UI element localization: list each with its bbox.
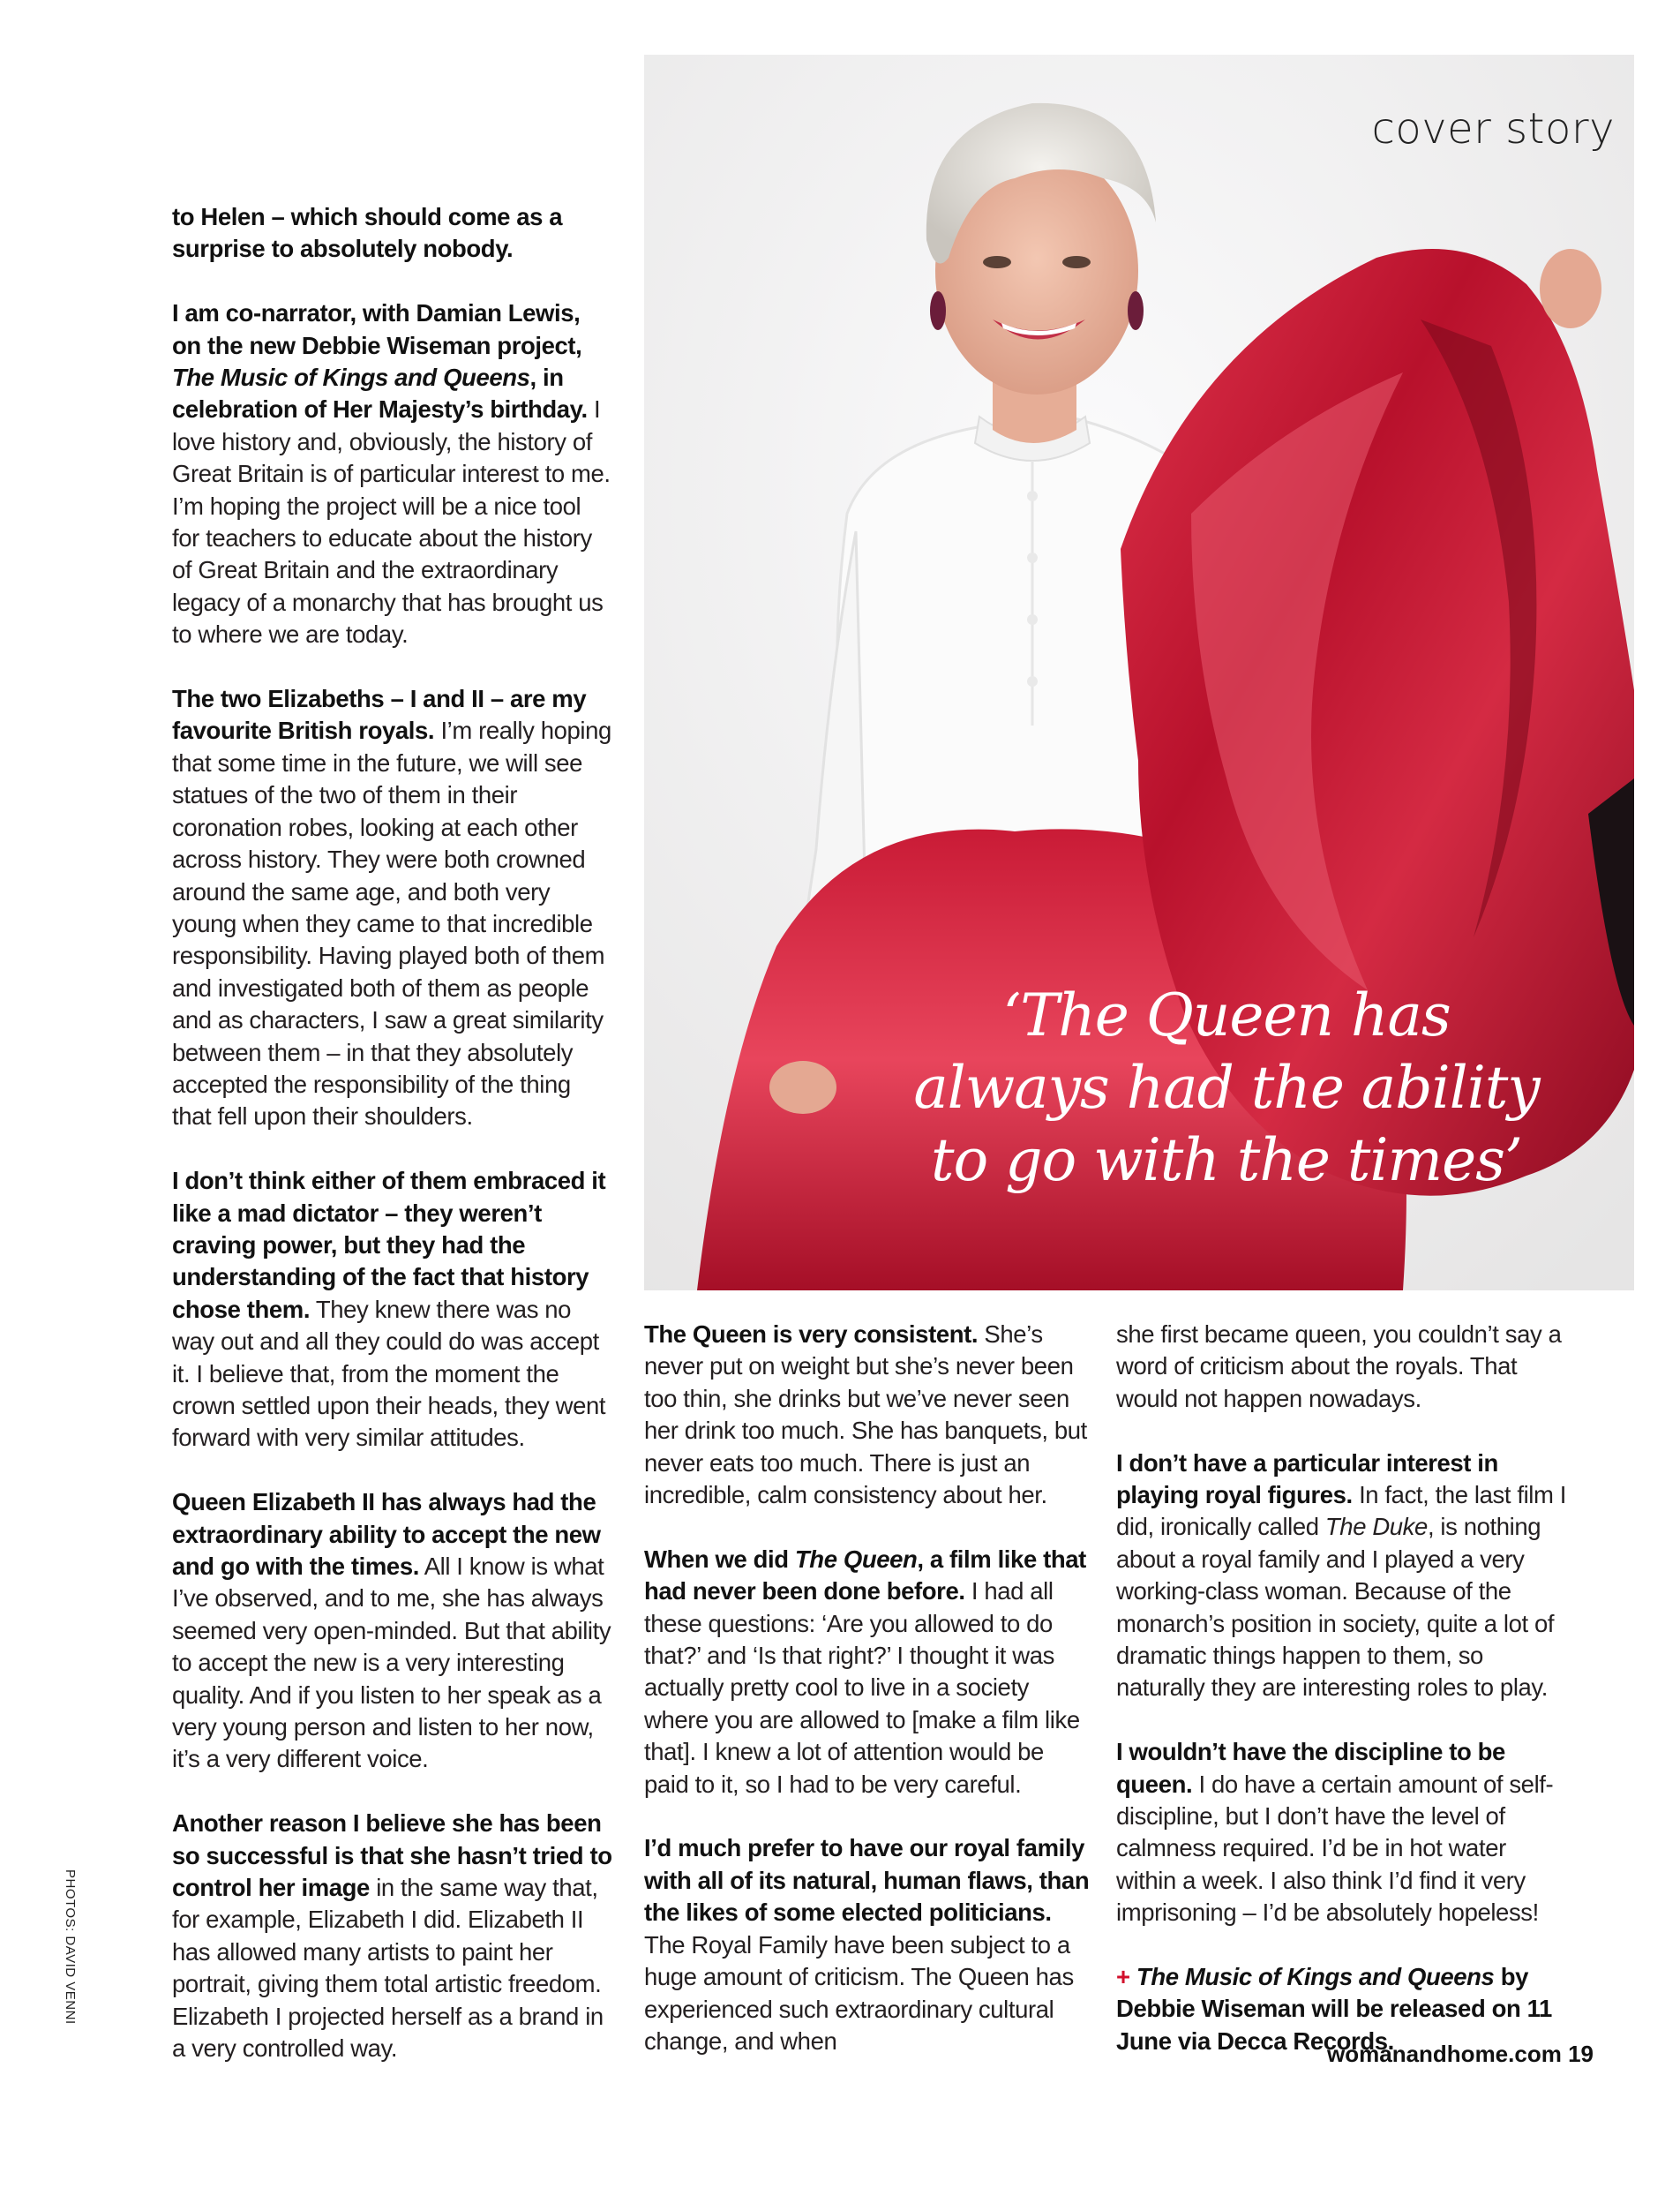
photo-credit: PHOTOS: DAVID VENNI bbox=[63, 1869, 78, 2025]
body-text: I had all these questions: ‘Are you allowed to do that?’ and ‘Is that right?’ I thought it was actually pretty cool to live in a society where you are allowed to [make a film like that]. I knew a lot of attention would be paid to it, so I had to be very careful. bbox=[644, 1577, 1080, 1798]
paragraph bbox=[644, 1544, 1094, 1801]
article-column-3 bbox=[1116, 1319, 1566, 2090]
body-text: I do have a certain amount of self-discipline, but I don’t have the level of calmness required. I’d be in hot water within a week. I also think I’d find it very imprisoning – I’d be absolutely hopeless! bbox=[1116, 1770, 1554, 1927]
page-folio bbox=[1324, 2041, 1594, 2068]
lead-in-text: , a film like that had never been done before. bbox=[644, 1545, 1086, 1605]
plus-icon: + bbox=[1116, 1963, 1130, 1991]
pull-quote bbox=[865, 980, 1588, 1197]
lead-in: to Helen – which should come as a surprise to absolutely nobody. bbox=[172, 203, 563, 263]
article-column-2 bbox=[644, 1319, 1094, 2090]
paragraph bbox=[172, 1808, 613, 2064]
body-text: She’s never put on weight but she’s never been too thin, she drinks but we’ve never seen her drink too much. She has banquets, but never eats too much. There is just an incredible, calm consistency about her. bbox=[644, 1320, 1087, 1509]
lead-in: I’d much prefer to have our royal family with all of its natural, human flaws, than the likes of some elected politicians. bbox=[644, 1834, 1090, 1927]
pull-quote-line: always had the ability bbox=[913, 1054, 1540, 1122]
lead-in: I don’t have a particular interest in playing royal figures. bbox=[1116, 1448, 1498, 1509]
article-column-1 bbox=[172, 201, 613, 2097]
paragraph bbox=[1116, 1319, 1566, 1415]
paragraph bbox=[172, 683, 613, 1133]
lead-in bbox=[172, 299, 588, 423]
lead-in: The two Elizabeths – I and II – are my favourite British royals. bbox=[172, 685, 587, 745]
lead-in: The Queen is very consistent. bbox=[644, 1320, 979, 1348]
section-label: cover story bbox=[1371, 104, 1615, 154]
body-text: , is nothing about a royal family and I played a very working-class woman. Because of the monarch’s position in society, quite a lot of dramatic things happen to them, so naturally they are interesting roles to play. bbox=[1116, 1513, 1555, 1702]
film-title: The Duke bbox=[1324, 1513, 1428, 1541]
body-text: All I know is what I’ve observed, and to me, she has always seemed very open-minded. But that ability to accept the new is a very interesting quality. And if you listen to her speak as a very young person and listen to her now, it’s a very different voice. bbox=[172, 1553, 611, 1773]
paragraph bbox=[644, 1319, 1094, 1511]
paragraph bbox=[644, 1832, 1094, 2057]
website: womanandhome.com bbox=[1327, 2041, 1562, 2067]
body-text: she first became queen, you couldn’t say a word of criticism about the royals. That would not happen nowadays. bbox=[1116, 1320, 1562, 1412]
body-text: I’m really hoping that some time in the future, we will see statues of the two of them in their coronation robes, looking at each other across history. They were both crowned around the same age, and both very young when they came to that incredible responsibility. Having played both of them and investigated both of them as people and as characters, I saw a great similarity between them – in that they absolutely accepted the responsibility of the thing that fell upon their shoulders. bbox=[172, 717, 611, 1131]
lead-in-text: , in celebration of Her Majesty’s birthday. bbox=[172, 364, 588, 424]
paragraph bbox=[172, 1165, 613, 1455]
page-number: 19 bbox=[1568, 2041, 1594, 2067]
album-title: The Music of Kings and Queens bbox=[172, 364, 530, 392]
body-text: The Royal Family have been subject to a huge amount of criticism. The Queen has experienced such extraordinary cultural change, and when bbox=[644, 1930, 1074, 2055]
body-text: in the same way that, for example, Elizabeth I did. Elizabeth II has allowed many artists to paint her portrait, giving them total artistic freedom. Elizabeth I projected herself as a brand in a very controlled way. bbox=[172, 1874, 604, 2063]
pull-quote-line: ‘The Queen has bbox=[1002, 981, 1451, 1049]
release-note-body: by Debbie Wiseman will be released on 11 June via Decca Records. bbox=[1116, 1963, 1552, 2055]
lead-in-text: I am co-narrator, with Damian Lewis, on the new Debbie Wiseman project, bbox=[172, 299, 582, 359]
album-title: The Music of Kings and Queens bbox=[1136, 1963, 1495, 1991]
lead-in: I don’t think either of them embraced it like a mad dictator – they weren’t craving power, but they had the understanding of the fact that history chose them. bbox=[172, 1167, 606, 1323]
paragraph bbox=[1116, 1736, 1566, 1929]
lead-in: I wouldn’t have the discipline to be queen. bbox=[1116, 1738, 1505, 1798]
paragraph bbox=[172, 1486, 613, 1776]
paragraph bbox=[1116, 1447, 1566, 1704]
lead-in-text: When we did bbox=[644, 1545, 789, 1573]
lead-in: Queen Elizabeth II has always had the extraordinary ability to accept the new and go with the times. bbox=[172, 1488, 601, 1580]
paragraph bbox=[172, 201, 613, 266]
paragraph bbox=[172, 297, 613, 650]
body-text: They knew there was no way out and all they could do was accept it. I believe that, from the moment the crown settled upon their heads, they went forward with very similar attitudes. bbox=[172, 1295, 606, 1452]
body-text: I love history and, obviously, the history of Great Britain is of particular interest to me. I’m hoping the project will be a nice tool for teachers to educate about the history of Great Britain and the extraordinary legacy of a monarchy that has brought us to where we are today. bbox=[172, 395, 611, 649]
film-title: The Queen bbox=[794, 1545, 918, 1573]
pull-quote-line: to go with the times’ bbox=[930, 1126, 1522, 1194]
body-text: In fact, the last film I did, ironically called bbox=[1116, 1481, 1566, 1541]
lead-in: Another reason I believe she has been so successful is that she hasn’t tried to control her image bbox=[172, 1809, 612, 1902]
